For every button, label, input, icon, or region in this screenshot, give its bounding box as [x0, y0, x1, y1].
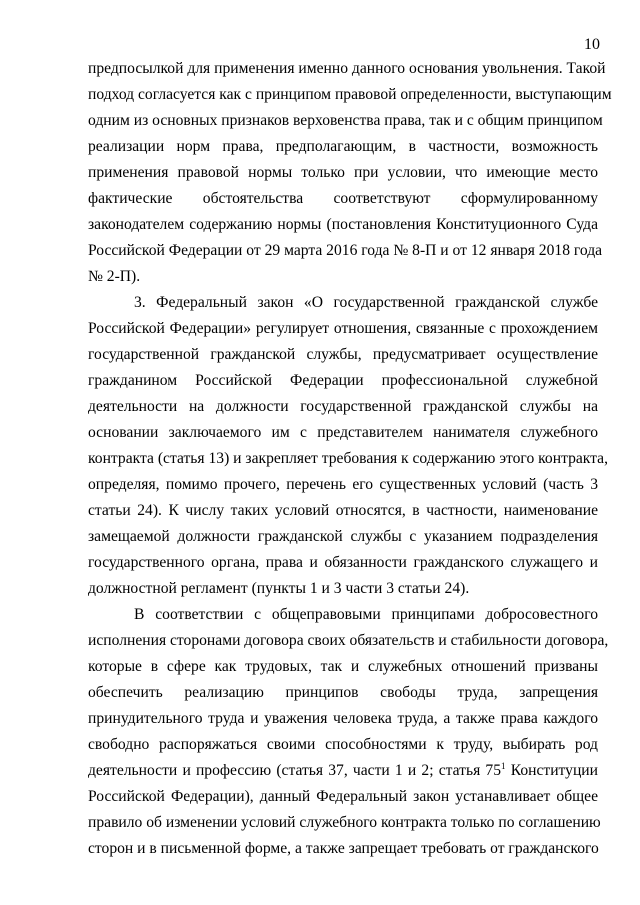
text-line: правило об изменении условий служебного контракта только по соглашению: [88, 814, 601, 831]
text-line: реализации норм права, предполагающим, в частности, возможность: [88, 138, 598, 155]
paragraph-start-line: В соответствии с общеправовыми принципами добросовестного: [134, 606, 598, 623]
superscript-marker: 1: [501, 760, 506, 771]
text-line: № 2-П).: [88, 268, 141, 285]
text-line: контракта (статья 13) и закрепляет требования к содержанию этого контракта,: [88, 450, 608, 467]
text-segment: деятельности и профессию (статья 37, части 1 и 2; статья 75: [88, 762, 502, 779]
text-line: статьи 24). К числу таких условий относятся, в частности, наименование: [88, 502, 598, 519]
text-line: обеспечить реализацию принципов свободы труда, запрещения: [88, 684, 598, 701]
paragraph-start-line: 3. Федеральный закон «О государственной гражданской службе: [134, 294, 598, 311]
text-line: одним из основных признаков верховенства права, так и с общим принципом: [88, 112, 603, 129]
text-line: свободно распоряжаться своими способностями к труду, выбирать род: [88, 736, 598, 753]
text-line: которые в сфере как трудовых, так и служебных отношений призваны: [88, 658, 598, 675]
text-line: предпосылкой для применения именно данного основания увольнения. Такой: [88, 60, 606, 77]
text-line: Российской Федерации), данный Федеральный закон устанавливает общее: [88, 788, 598, 805]
text-line: государственного органа, права и обязанности гражданского служащего и: [88, 554, 598, 571]
text-line-with-footnote: [88, 760, 598, 782]
text-line: определяя, помимо прочего, перечень его существенных условий (часть 3: [88, 476, 598, 493]
text-line: замещаемой должности гражданской службы с указанием подразделения: [88, 528, 598, 545]
text-line: законодателем содержанию нормы (постановления Конституционного Суда: [88, 216, 598, 233]
text-line: основании заключаемого им с представителем нанимателя служебного: [88, 424, 598, 441]
text-line: Российской Федерации от 29 марта 2016 года № 8-П и от 12 января 2018 года: [88, 242, 603, 259]
text-line: Российской Федерации» регулирует отношения, связанные с прохождением: [88, 320, 598, 337]
page-number: 10: [584, 36, 600, 53]
text-line: исполнения сторонами договора своих обязательств и стабильности договора,: [88, 632, 609, 649]
text-line: государственной гражданской службы, предусматривает осуществление: [88, 346, 598, 363]
text-line: сторон и в письменной форме, а также запрещает требовать от гражданского: [88, 840, 599, 857]
text-line: деятельности на должности государственной гражданской службы на: [88, 398, 598, 415]
text-line: фактические обстоятельства соответствуют сформулированному: [88, 190, 598, 207]
text-line: подход согласуется как с принципом правовой определенности, выступающим: [88, 86, 612, 103]
text-line: должностной регламент (пункты 1 и 3 части 3 статьи 24).: [88, 580, 470, 597]
text-segment: Конституции: [505, 762, 598, 779]
text-line: принудительного труда и уважения человека труда, а также права каждого: [88, 710, 598, 727]
text-line: применения правовой нормы только при условии, что имеющие место: [88, 164, 598, 181]
text-line: гражданином Российской Федерации профессиональной служебной: [88, 372, 598, 389]
